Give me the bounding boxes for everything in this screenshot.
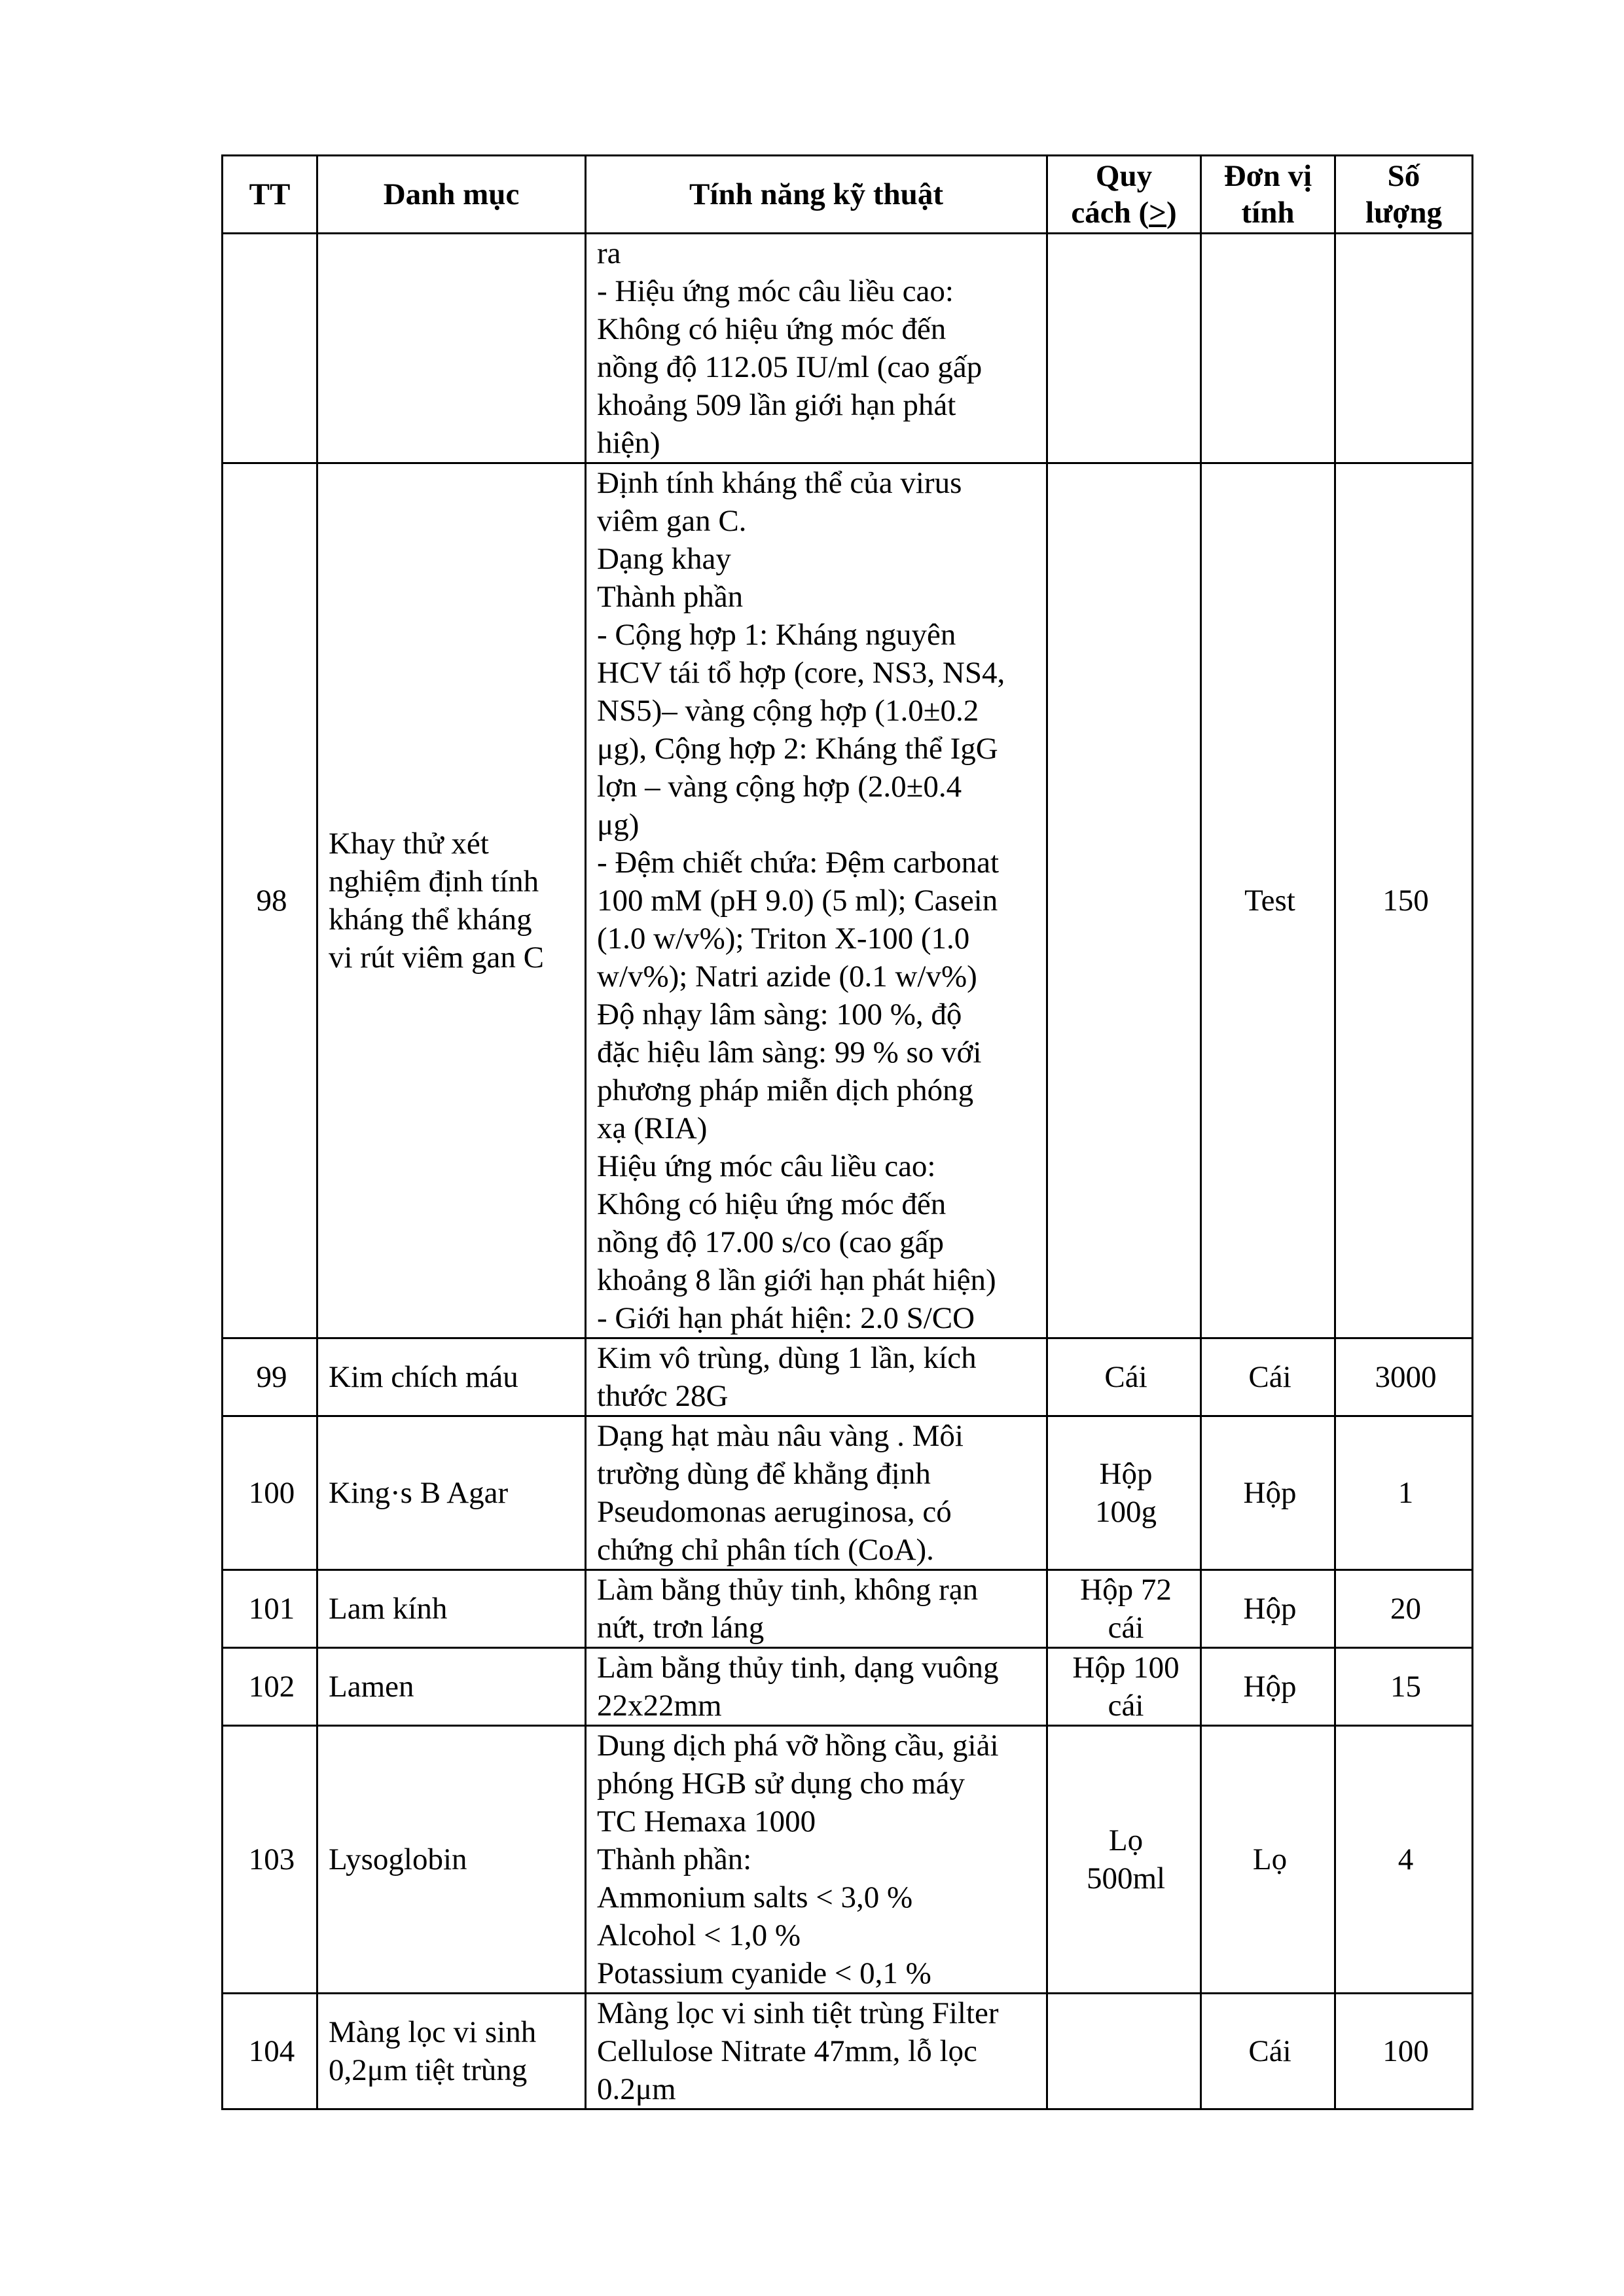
row-so-luong: 100 <box>1335 1994 1473 2109</box>
header-quy-cach-close: ) <box>1166 196 1177 230</box>
table-row <box>223 234 1473 463</box>
row-quy-cach: Hộp 100 cái <box>1047 1648 1201 1726</box>
header-quy-cach <box>1047 156 1201 234</box>
row-quy-cach: Cái <box>1047 1338 1201 1416</box>
supply-table <box>221 154 1473 2110</box>
row-don-vi: Hộp <box>1201 1648 1335 1726</box>
row-tt <box>223 234 317 463</box>
table-row <box>223 1338 1473 1416</box>
row-quy-cach <box>1047 1994 1201 2109</box>
header-don-vi-line2: tính <box>1241 196 1295 230</box>
row-danh-muc <box>317 234 586 463</box>
row-quy-cach: Hộp 100g <box>1047 1416 1201 1570</box>
row-so-luong: 4 <box>1335 1726 1473 1994</box>
header-quy-cach-text: cách ( <box>1071 196 1149 230</box>
table-row <box>223 1416 1473 1570</box>
row-don-vi <box>1201 234 1335 463</box>
table-row <box>223 1726 1473 1994</box>
row-quy-cach <box>1047 463 1201 1338</box>
greater-equal-symbol: > <box>1149 196 1166 230</box>
row-danh-muc: Khay thử xét nghiệm định tính kháng thể kháng vi rút viêm gan C <box>317 463 586 1338</box>
row-so-luong: 15 <box>1335 1648 1473 1726</box>
row-tinh-nang: Dạng hạt màu nâu vàng . Môi trường dùng để khẳng định Pseudomonas aeruginosa, có chứng chỉ phân tích (CoA). <box>586 1416 1047 1570</box>
row-tinh-nang: Định tính kháng thể của virus viêm gan C. Dạng khay Thành phần - Cộng hợp 1: Kháng nguyên HCV tái tổ hợp (core, NS3, NS4, NS5)– vàng cộng hợp (1.0±0.2 μg), Cộng hợp 2: Kháng thể IgG lợn – vàng cộng hợp (2.0±0.4 μg) - Đệm chiết chứa: Đệm carbonat 100 mM (pH 9.0) (5 ml); Casein (1.0 w/v%); Triton X-100 (1.0 w/v%); Natri azide (0.1 w/v%) Độ nhạy lâm sàng: 100 %, độ đặc hiệu lâm sàng: 99 % so với phương pháp miễn dịch phóng xạ (RIA) Hiệu ứng móc câu liều cao: Không có hiệu ứng móc đến nồng độ 17.00 s/co (cao gấp khoảng 8 lần giới hạn phát hiện) - Giới hạn phát hiện: 2.0 S/CO <box>586 463 1047 1338</box>
row-danh-muc: Kim chích máu <box>317 1338 586 1416</box>
header-tinh-nang: Tính năng kỹ thuật <box>586 156 1047 234</box>
header-so-luong-line1: Số <box>1387 159 1420 193</box>
header-so-luong <box>1335 156 1473 234</box>
row-quy-cach: Hộp 72 cái <box>1047 1570 1201 1648</box>
row-danh-muc: Lam kính <box>317 1570 586 1648</box>
row-tt: 103 <box>223 1726 317 1994</box>
row-danh-muc: Lysoglobin <box>317 1726 586 1994</box>
row-danh-muc: King·s B Agar <box>317 1416 586 1570</box>
row-tt: 100 <box>223 1416 317 1570</box>
row-don-vi: Hộp <box>1201 1570 1335 1648</box>
row-don-vi: Lọ <box>1201 1726 1335 1994</box>
row-tt: 99 <box>223 1338 317 1416</box>
row-danh-muc: Lamen <box>317 1648 586 1726</box>
row-don-vi: Cái <box>1201 1338 1335 1416</box>
row-danh-muc: Màng lọc vi sinh 0,2μm tiệt trùng <box>317 1994 586 2109</box>
row-tinh-nang: ra - Hiệu ứng móc câu liều cao: Không có hiệu ứng móc đến nồng độ 112.05 IU/ml (cao gấp khoảng 509 lần giới hạn phát hiện) <box>586 234 1047 463</box>
row-tt: 102 <box>223 1648 317 1726</box>
table-header <box>223 156 1473 234</box>
table-row <box>223 1570 1473 1648</box>
table-body <box>223 234 1473 2109</box>
table-row <box>223 1648 1473 1726</box>
row-so-luong: 20 <box>1335 1570 1473 1648</box>
row-tt: 104 <box>223 1994 317 2109</box>
row-so-luong: 3000 <box>1335 1338 1473 1416</box>
row-so-luong: 1 <box>1335 1416 1473 1570</box>
header-so-luong-line2: lượng <box>1365 196 1442 230</box>
header-danh-muc: Danh mục <box>317 156 586 234</box>
row-so-luong <box>1335 234 1473 463</box>
header-quy-cach-line2 <box>1052 194 1196 231</box>
header-don-vi-line1: Đơn vị <box>1223 159 1312 193</box>
row-don-vi: Hộp <box>1201 1416 1335 1570</box>
row-quy-cach <box>1047 234 1201 463</box>
header-don-vi <box>1201 156 1335 234</box>
row-tt: 98 <box>223 463 317 1338</box>
row-tinh-nang: Làm bằng thủy tinh, dạng vuông 22x22mm <box>586 1648 1047 1726</box>
header-row <box>223 156 1473 234</box>
row-don-vi: Test <box>1201 463 1335 1338</box>
table-row <box>223 463 1473 1338</box>
row-so-luong: 150 <box>1335 463 1473 1338</box>
row-tinh-nang: Kim vô trùng, dùng 1 lần, kích thước 28G <box>586 1338 1047 1416</box>
table-row <box>223 1994 1473 2109</box>
row-tt: 101 <box>223 1570 317 1648</box>
row-tinh-nang: Màng lọc vi sinh tiệt trùng Filter Cellulose Nitrate 47mm, lỗ lọc 0.2μm <box>586 1994 1047 2109</box>
row-quy-cach: Lọ 500ml <box>1047 1726 1201 1994</box>
row-don-vi: Cái <box>1201 1994 1335 2109</box>
row-tinh-nang: Dung dịch phá vỡ hồng cầu, giải phóng HGB sử dụng cho máy TC Hemaxa 1000 Thành phần: Ammonium salts < 3,0 % Alcohol < 1,0 % Potassium cyanide < 0,1 % <box>586 1726 1047 1994</box>
header-tt: TT <box>223 156 317 234</box>
row-tinh-nang: Làm bằng thủy tinh, không rạn nứt, trơn láng <box>586 1570 1047 1648</box>
header-quy-cach-line1: Quy <box>1095 159 1153 193</box>
